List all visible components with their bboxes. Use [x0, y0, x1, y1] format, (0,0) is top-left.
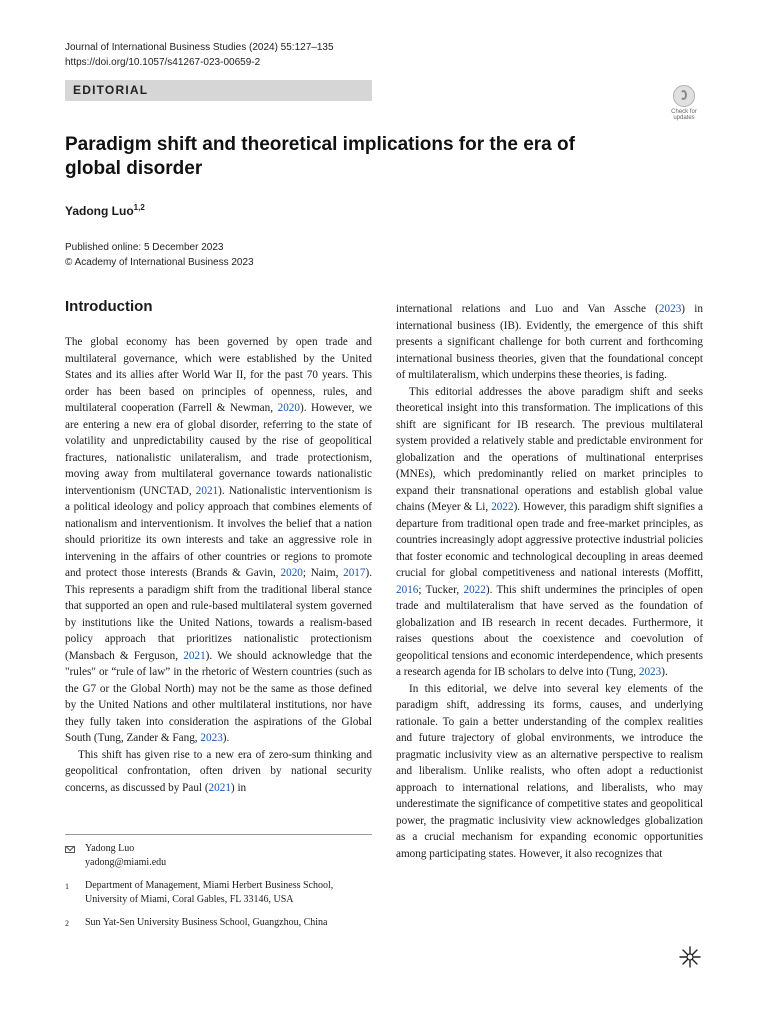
- publication-info: [65, 240, 254, 270]
- paragraph-text: ; Tucker,: [418, 583, 464, 596]
- copyright-line: © Academy of International Business 2023: [65, 257, 254, 268]
- citation-link[interactable]: 2023: [638, 666, 662, 678]
- affiliation-text: Sun Yat-Sen University Business School, Guangzhou, China: [85, 917, 328, 928]
- paragraph-text: ). However, this paradigm shift signifies a departure from traditional open trade and free-market principles, as countries increasingly adopt aggressive protective industrial policies that foster economic and technological decoupling in areas deemed crucial for global competitiveness and national interests (Moffitt,: [396, 501, 703, 579]
- paragraph-text: ). However, we are entering a new era of global disorder, referring to the state of volatility and unpredictability caused by the rise of geopolitical fractures, nationalistic unilateralism, and trade protectionism, moving away from multilateral governance towards nationalistic interventionism (UNCTAD,: [65, 402, 372, 497]
- journal-citation: Journal of International Business Studies (2024) 55:127–135: [65, 42, 334, 53]
- citation-link[interactable]: 2020: [277, 402, 300, 414]
- citation-link[interactable]: 2017: [343, 567, 366, 579]
- citation-link[interactable]: 2016: [396, 583, 419, 596]
- envelope-icon: [65, 846, 75, 853]
- affiliation-mark: 1: [65, 882, 69, 891]
- footnote-divider: [65, 834, 372, 835]
- springer-logo-icon: [679, 946, 701, 968]
- body-paragraph: [396, 384, 703, 681]
- section-label: EDITORIAL: [65, 80, 372, 101]
- affiliation-2: [65, 916, 372, 931]
- doi-link[interactable]: https://doi.org/10.1057/s41267-023-00659-2: [65, 57, 261, 68]
- citation-link[interactable]: 2021: [183, 649, 206, 662]
- contact-name: Yadong Luo: [85, 843, 135, 854]
- contact-email[interactable]: yadong@miami.edu: [85, 857, 167, 868]
- paragraph-text: ). We should acknowledge that the "rules" or “rule of law” in the rhetoric of Western countries (such as the G7 or the Global North) may not be the same as those defined by the United Nations and other multilateral institutions, nor have they fully taken into consideration the aspirations of the Global South (Tung, Zander & Fang,: [65, 649, 372, 744]
- affiliation-text: Department of Management, Miami Herbert Business School, University of Miami, Coral Gables, FL 33146, USA: [85, 880, 334, 905]
- paragraph-text: ). Nationalistic interventionism is a political ideology and policy approach that combines elements of nationalism and interventionism. It involves the belief that a nation should prioritize its own interests and take an aggressive role in intervening in the affairs of other countries or regions to promote and protect those interests (Brands & Gavin,: [65, 484, 372, 579]
- paragraph-text: ) in: [230, 781, 247, 794]
- body-paragraph: [65, 747, 372, 797]
- check-for-updates-badge[interactable]: [664, 85, 704, 125]
- citation-link[interactable]: 2023: [658, 303, 682, 315]
- check-for-updates-icon: [673, 85, 695, 107]
- left-column: [65, 334, 372, 796]
- journal-header: [65, 40, 334, 70]
- published-date: Published online: 5 December 2023: [65, 242, 224, 253]
- citation-link[interactable]: 2022: [463, 583, 486, 596]
- author-line: [65, 203, 145, 218]
- paragraph-text: ) in international business (IB). Evidently, the emergence of this shift presents a significant challenge for both current and forthcoming international business theories, given that the foundational concept of multilateralism, which underpins these theories, is fading.: [396, 303, 703, 381]
- right-column: [396, 301, 703, 862]
- citation-link[interactable]: 2022: [491, 501, 514, 513]
- paragraph-text: ). This represents a paradigm shift from the traditional liberal stance that supported an open and rule-based multilateral system governed by institutions like the United Nations, towards a realism-based policy approach that prioritizes nationalistic protectionism (Mansbach & Ferguson,: [65, 567, 373, 662]
- article-title: Paradigm shift and theoretical implications for the era of global disorder: [65, 134, 575, 179]
- paragraph-text: ; Naim,: [302, 567, 344, 579]
- paragraph-text: In this editorial, we delve into several key elements of the paradigm shift, addressing its forms, causes, and underlying rationale. To gain a better understanding of the complex realities and future trajectory of global environments, we introduce the pragmatic inclusivity view as an alternative perspective to realism and liberalism. Unlike realists, who often adopt a reductionist approach to international relations, and liberalists, who may underestimate the significance of competitive states and geopolitical power, the pragmatic inclusivity view acknowledges globalization as a crucial mechanism for expanding economic opportunities among participating states. However, it also recognizes that: [396, 682, 703, 860]
- paragraph-text: This editorial addresses the above paradigm shift and seeks theoretical insight into this transformation. The implications of this shift are significant for IB research. The previous multilateral system provided a relatively stable and predictable environment for globalization and the operations of multinational enterprises (MNEs), which predominantly relied on market principles to expand their transnational operations and establish global value chains (Meyer & Li,: [396, 385, 703, 513]
- author-affiliation-marks: 1,2: [133, 203, 145, 212]
- check-updates-line1: Check for: [671, 109, 697, 115]
- body-paragraph: [396, 681, 703, 863]
- affiliation-mark: 2: [65, 919, 69, 928]
- paragraph-text: international relations and Luo and Van Assche (: [396, 303, 659, 315]
- body-paragraph: [396, 301, 703, 384]
- author-name[interactable]: Yadong Luo: [65, 204, 134, 218]
- paragraph-text: ). This shift undermines the principles of open trade and multilateralism that have served as the foundation of globalization and IB research in recent decades. Furthermore, it raises questions about the coexistence and coevolution of geopolitical tensions and economic interdependence, which presents a research agenda for IB scholars to delve into (Tung,: [396, 583, 703, 678]
- citation-link[interactable]: 2021: [195, 484, 219, 497]
- footnotes: [65, 842, 372, 940]
- citation-link[interactable]: 2023: [200, 732, 223, 744]
- check-updates-line2: updates: [673, 115, 695, 121]
- paragraph-text: ).: [661, 666, 668, 678]
- body-paragraph: [65, 334, 372, 747]
- paragraph-text: The global economy has been governed by open trade and multilateral governance, which were established by the United States and its allies after World War II, for the past 70 years. This order has been based on principles of openness, rules, and multilateral cooperation (Farrell & Newman,: [65, 336, 372, 414]
- section-heading-introduction: Introduction: [65, 298, 153, 315]
- paragraph-text: This shift has given rise to a new era of zero-sum thinking and geopolitical confrontation, often driven by national security concerns, as discussed by Paul (: [65, 748, 372, 794]
- affiliation-1: [65, 879, 372, 907]
- citation-link[interactable]: 2020: [280, 567, 303, 579]
- corresponding-author: [65, 842, 372, 870]
- paragraph-text: ).: [222, 732, 230, 744]
- citation-link[interactable]: 2021: [208, 781, 231, 794]
